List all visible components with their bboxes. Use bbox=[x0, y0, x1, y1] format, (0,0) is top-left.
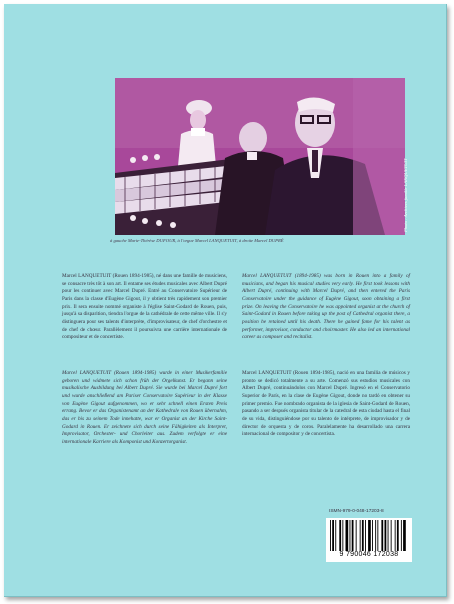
bio-de-name: Marcel LANQUETUIT bbox=[62, 370, 112, 376]
photo-credit: Photo : Archives famille LANQUETUIT bbox=[403, 158, 408, 232]
bio-es-name: Marcel LANQUETUIT bbox=[242, 370, 292, 376]
bio-en-name: Marcel LANQUETUIT bbox=[242, 273, 292, 279]
photo-caption: à gauche Marie-Thérèse DUFOUR, à l'orgue Marcel LANQUETUIT, à droite Marcel DUPRÉ bbox=[110, 238, 284, 243]
back-cover bbox=[4, 4, 447, 597]
ismn-number: ISMN-979-0-048-17203-8 bbox=[329, 509, 384, 514]
bio-fr-name: Marcel LANQUETUIT bbox=[62, 273, 112, 279]
bio-en-text: (1894-1985) was born in Rouen into a family of musicians, and began his musical studies very early. He first took lessons with Albert Dupré, continuing with Marcel Dupré, and then entered the Paris Conservatoire under the guidance of Eugène Gigout, soon obtaining a first prize. On leaving the Conservatoire he was appointed organist at the church of Saint-Godard in Rouen before taking up the post of Cathedral organist there, a position he retained until his death. There he gained fame for his talent as performer, improvisor, conductor and choirmaster. He also led an international career as composer and recitalist. bbox=[242, 273, 410, 341]
bio-fr-text: (Rouen 1894-1985), né dans une famille de musiciens, se consacre très tôt à son art. Il entame ses études musicales avec Albert Dupré pour les continuer avec Marcel Dupré. Entré au Conservatoire Supérieur de Paris dans la classe d'Eugène Gigout, il y obtient très rapidement son premier prix. Il sera ensuite nommé organiste à l'église Saint-Godard de Rouen, puis, jusqu'à sa disparition, tiendra l'orgue de la cathédrale de cette même ville. Il s'y distinguera pour ses talents d'interprète, d'improvisateur, de chef d'orchestre et de chef de chœur. Parallèlement il poursuivra une carrière internationale de compositeur et de concertiste. bbox=[62, 273, 227, 341]
biography-english bbox=[242, 273, 410, 342]
biography-german bbox=[62, 370, 227, 447]
bio-de-text: (Rouen 1894-1985) wurde in einer Musikerfamilie geboren und widmete sich schon früh der Orgelkunst. Er begann seine musikalische Ausbildung bei Albert Dupré. Sie wurde bei Marcel Dupré fort und wurde anschließend am Pariser Conservatoire Supérieur in der Klasse von Eugène Gigout aufgenommen, wo er sehr schnell einen Ersten Preis errang. Bevor er das Organistenamt an der Kathedrale von Rouen übernahm, das er bis zu seinem Tode innehatte, war er Organist an der Kirche Saint-Godard in Rouen. Er zeichnete sich durch seine Fähigkeiten als Interpret, Improvisator, Orchester- und Chorleiter aus. Zudem verfolgte er eine internationale Karriere als Komponist und Konzertorganist. bbox=[62, 370, 227, 445]
biography-spanish bbox=[242, 370, 410, 439]
biography-french bbox=[62, 273, 227, 342]
bio-es-text: (Rouen 1894-1985), nació en una familia de músicos y pronto se dedicó totalmente a su arte. Comenzó sus estudios musicales con Albert Dupré, continuándolos con Marcel Dupré. Ingresó en el Conservatorio Superior de París, en la clase de Eugène Gigout, donde no tardó en obtener su primer premio. Fue nombrado organista de la iglesia de Saint-Godard de Rouen, pasando a ser después organista titular de la catedral de esta ciudad hasta el final de su vida, distinguiéndose por su talento de intérprete, de improvisador y de director de orquesta y de coros. Paralelamente ha desarrollado una carrera internacional de compositor y de concertista. bbox=[242, 370, 411, 438]
barcode bbox=[326, 518, 412, 562]
barcode-bars bbox=[330, 520, 408, 551]
barcode-digits: 9 790046 172038 bbox=[339, 551, 399, 558]
